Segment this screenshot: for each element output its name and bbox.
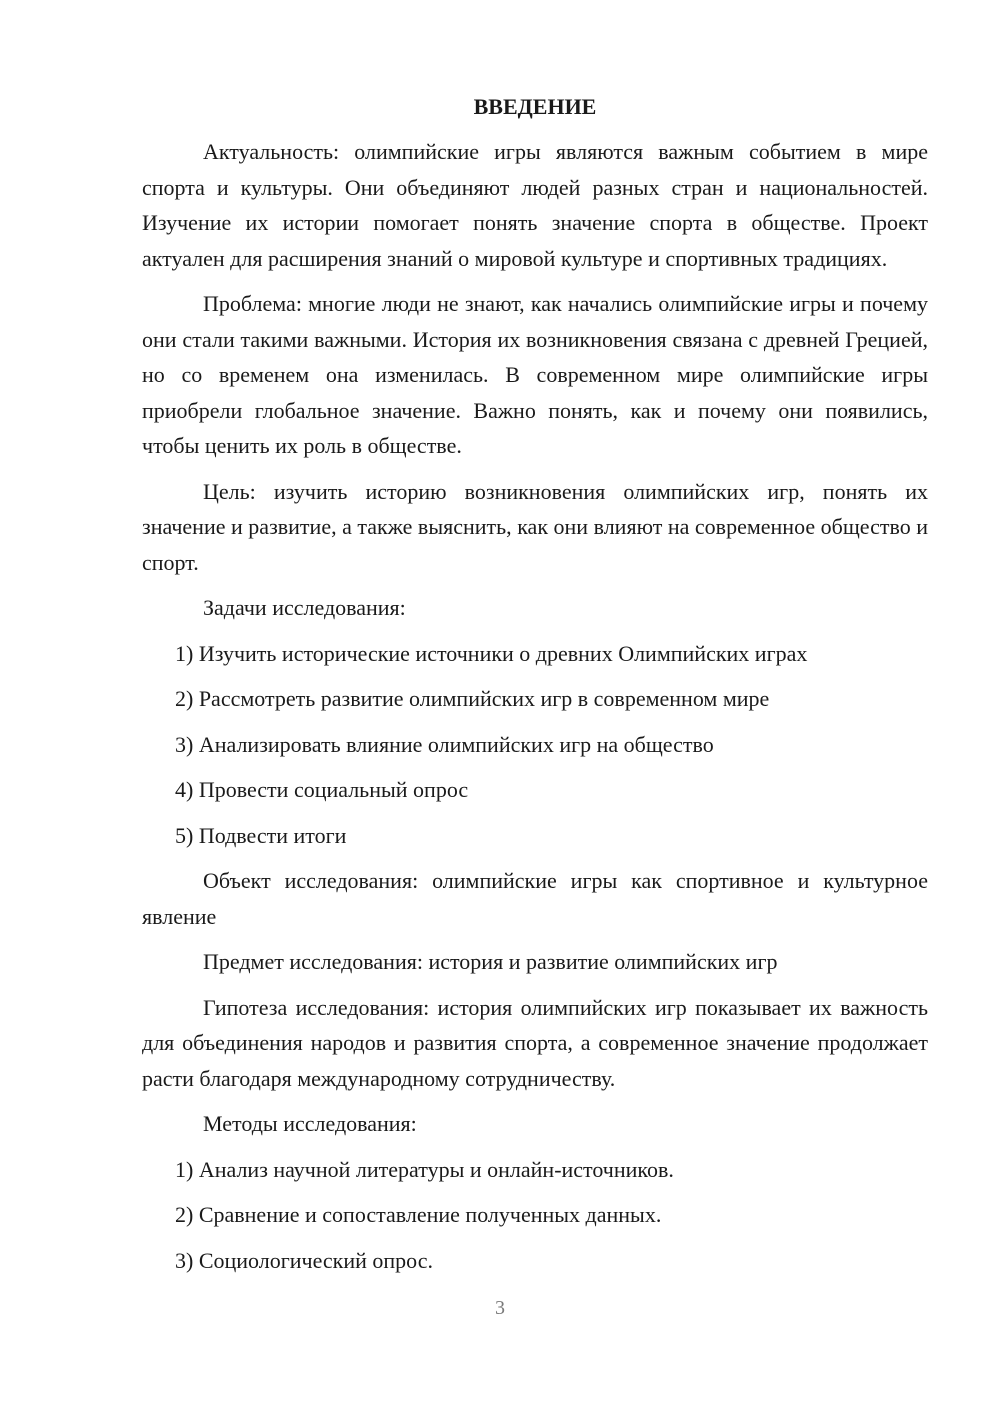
methods-list: [142, 1152, 928, 1279]
hypothesis-paragraph: Гипотеза исследования: история олимпийских игр показывает их важность для объединения народов и развития спорта, а современное значение продолжает расти благодаря международному сотрудничеству.: [142, 994, 928, 1091]
list-item: 5) Подвести итоги: [175, 822, 347, 848]
tasks-heading: Задачи исследования:: [203, 595, 406, 620]
goal-paragraph: Цель: изучить историю возникновения олимпийских игр, понять их значение и развитие, а также выяснить, как они влияют на современное общество и спорт.: [142, 478, 928, 575]
list-item: 3) Анализировать влияние олимпийских игр на общество: [175, 731, 714, 757]
problem-paragraph: Проблема: многие люди не знают, как начались олимпийские игры и почему они стали такими важными. История их возникновения связана с древней Грецией, но со временем она изменилась. В современном мире олимпийские игры приобрели глобальное значение. Важно понять, как и почему они появились, чтобы ценить их роль в обществе.: [142, 291, 928, 458]
subject-paragraph: Предмет исследования: история и развитие олимпийских игр: [203, 949, 778, 974]
methods-heading: Методы исследования:: [203, 1111, 417, 1136]
page-title: ВВЕДЕНИЕ: [473, 94, 597, 119]
list-item: 2) Рассмотреть развитие олимпийских игр в современном мире: [175, 686, 770, 711]
list-item: 1) Анализ научной литературы и онлайн-источников.: [175, 1156, 674, 1182]
list-item: 4) Провести социальный опрос: [175, 777, 469, 802]
page-number: 3: [495, 1297, 505, 1319]
list-item: 2) Сравнение и сопоставление полученных данных.: [175, 1202, 662, 1227]
tasks-list: [142, 636, 928, 854]
document-page: [142, 92, 928, 1288]
relevance-paragraph: Актуальность: олимпийские игры являются важным событием в мире спорта и культуры. Они объединяют людей разных стран и национальностей. Изучение их истории помогает понять значение спорта в обществе. Проект актуален для расширения знаний о мировой культуре и спортивных традициях.: [142, 139, 928, 271]
list-item: 3) Социологический опрос.: [175, 1247, 433, 1273]
object-paragraph: Объект исследования: олимпийские игры как спортивное и культурное явление: [142, 868, 928, 929]
list-item: 1) Изучить исторические источники о древних Олимпийских играх: [175, 640, 808, 666]
